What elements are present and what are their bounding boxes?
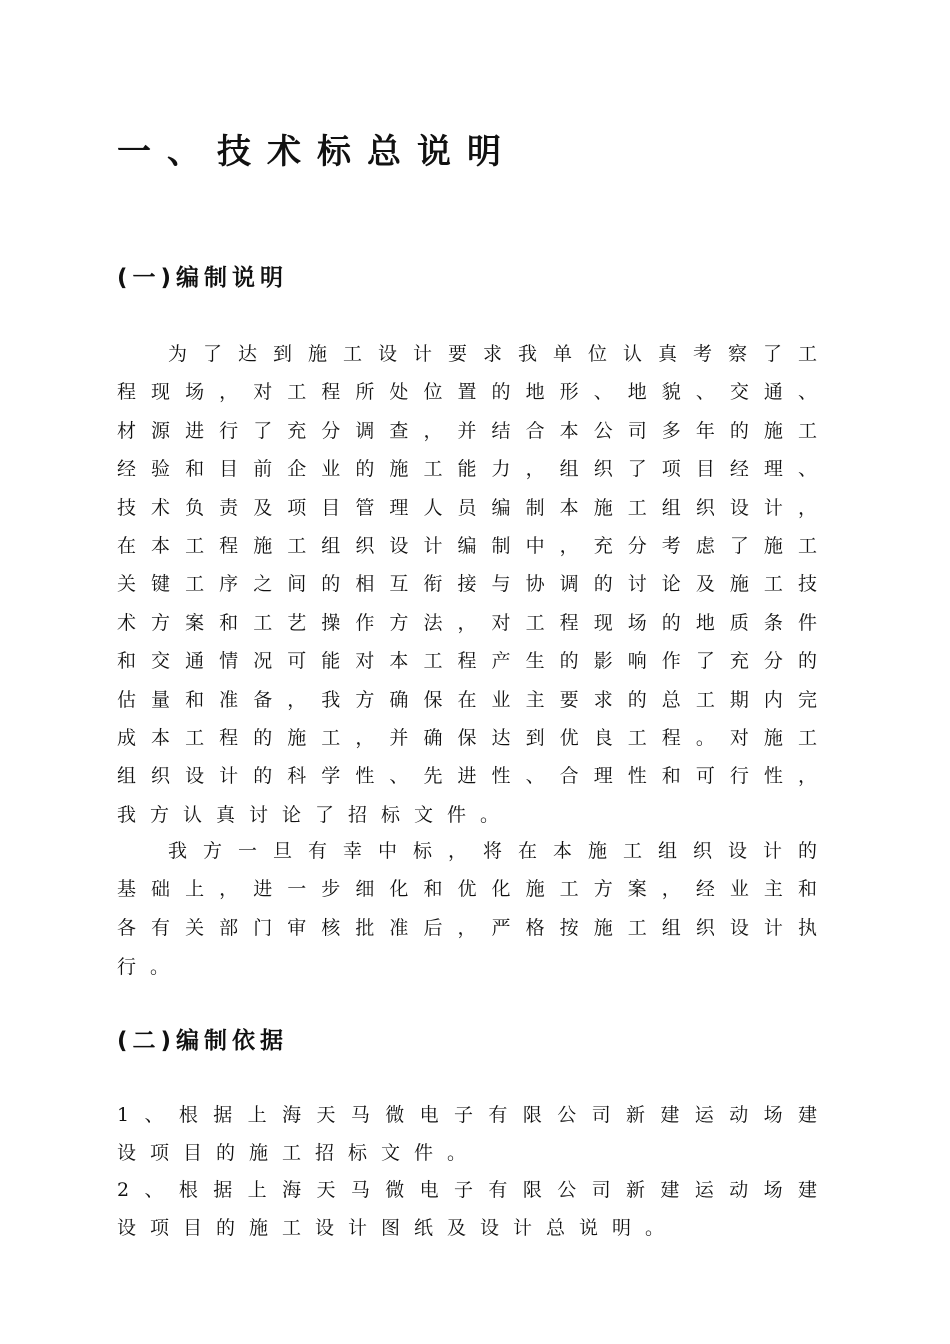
paragraph-line: 和交通情况可能对本工程产生的影响作了充分的 xyxy=(117,650,817,672)
section-heading-1: (一)编制说明 xyxy=(117,265,289,291)
list-item-line: 设项目的施工设计图纸及设计总说明。 xyxy=(117,1217,679,1239)
paragraph-line: 在本工程施工组织设计编制中，充分考虑了施工 xyxy=(117,535,817,557)
paragraph-line: 行。 xyxy=(117,956,184,978)
section-heading-2: (二)编制依据 xyxy=(117,1028,289,1054)
list-item-line: 设项目的施工招标文件。 xyxy=(117,1142,481,1164)
paragraph-line: 术方案和工艺操作方法，对工程现场的地质条件 xyxy=(117,612,817,634)
paragraph-line: 技术负责及项目管理人员编制本施工组织设计， xyxy=(117,497,817,519)
paragraph-line: 各有关部门审核批准后，严格按施工组织设计执 xyxy=(117,917,817,939)
paragraph-line: 我方一旦有幸中标，将在本施工组织设计的 xyxy=(168,840,817,862)
list-item-line: 2、根据上海天马微电子有限公司新建运动场建 xyxy=(117,1179,817,1201)
paragraph-line: 经验和目前企业的施工能力，组织了项目经理、 xyxy=(117,458,817,480)
paragraph-line: 材源进行了充分调查，并结合本公司多年的施工 xyxy=(117,420,817,442)
list-item-line: 1、根据上海天马微电子有限公司新建运动场建 xyxy=(117,1104,817,1126)
paragraph-line: 组织设计的科学性、先进性、合理性和可行性， xyxy=(117,765,817,787)
paragraph-line: 我方认真讨论了招标文件。 xyxy=(117,804,514,826)
paragraph-line: 基础上，进一步细化和优化施工方案，经业主和 xyxy=(117,878,817,900)
paragraph-line: 程现场，对工程所处位置的地形、地貌、交通、 xyxy=(117,381,817,403)
paragraph-line: 为了达到施工设计要求我单位认真考察了工 xyxy=(168,343,817,365)
page-title: 一、技术标总说明 xyxy=(117,132,517,172)
paragraph-line: 成本工程的施工，并确保达到优良工程。对施工 xyxy=(117,727,817,749)
paragraph-line: 估量和准备，我方确保在业主要求的总工期内完 xyxy=(117,689,817,711)
paragraph-line: 关键工序之间的相互衔接与协调的讨论及施工技 xyxy=(117,573,817,595)
